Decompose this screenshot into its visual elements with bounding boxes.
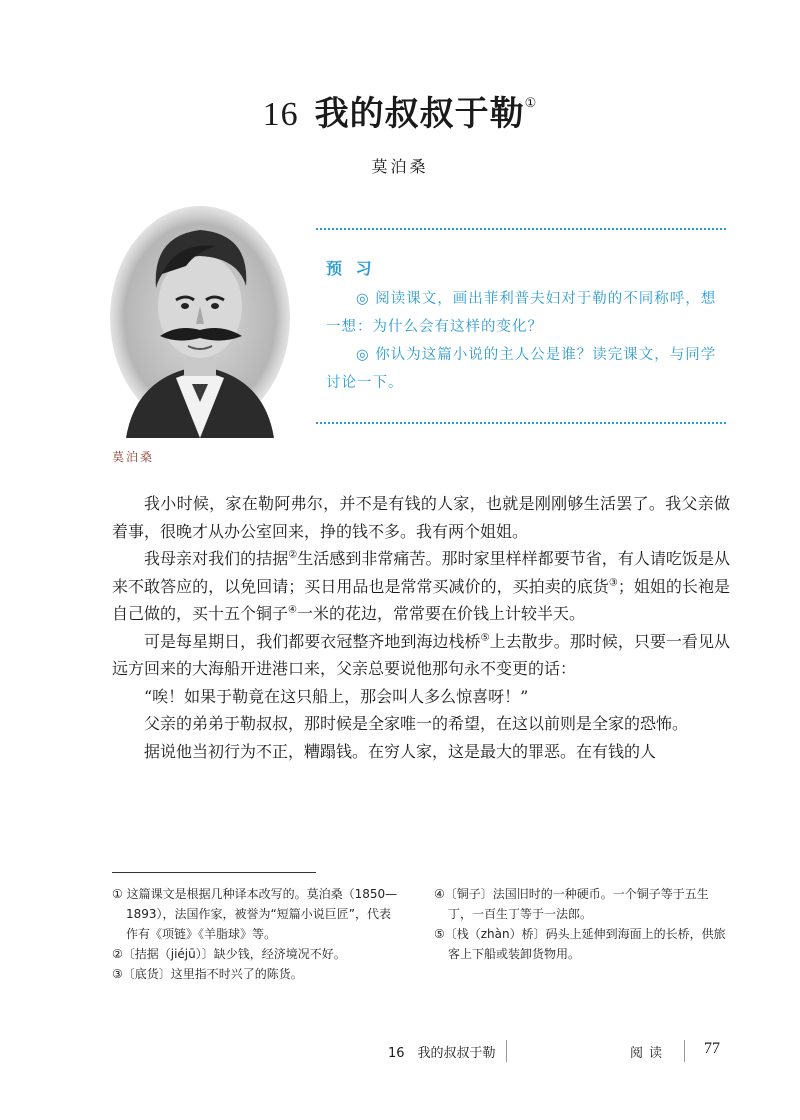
paragraph-1: 我小时候，家在勒阿弗尔，并不是有钱的人家，也就是刚刚够生活罢了。我父亲做着事，很晚才从办公室回来，挣的钱不多。我有两个姐姐。: [112, 494, 730, 541]
text-run: 生活感到非常痛苦。那时家里样样都要节省，有人请吃饭是从来不敢答应的，以免回请；买日用品也是常常买减价的，买拍卖的底货: [112, 549, 730, 596]
paragraph-3: [112, 628, 730, 683]
page-footer: [0, 1040, 800, 1064]
page-number: 77: [704, 1040, 720, 1057]
footnote-5: ⑤〔栈（zhàn）桥〕码头上延伸到海面上的长桥，供旅客上下船或装卸货物用。: [434, 927, 726, 961]
lesson-title: 我的叔叔于勒: [314, 94, 525, 134]
lesson-number: 16: [262, 96, 299, 133]
main-text: [112, 490, 730, 765]
footnote-ref-5: ⑤: [480, 632, 490, 644]
title-footnote-mark: ①: [524, 96, 538, 111]
footnote-1: ① 这篇课文是根据几种译本改写的。莫泊桑（1850—1893），法国作家，被誉为“短篇小说巨匠”，代表作有《项链》《羊脂球》等。: [112, 887, 398, 941]
paragraph-4: “唉！如果于勒竟在这只船上，那会叫人多么惊喜呀！”: [144, 686, 529, 706]
footer-divider: [506, 1040, 507, 1062]
footnotes-right: [434, 884, 730, 964]
footer-divider: [684, 1040, 685, 1062]
footnote-2: ②〔拮据（jiéjū）〕缺少钱，经济境况不好。: [112, 947, 346, 961]
footnote-ref-2: ②: [288, 549, 298, 561]
author-portrait: [106, 206, 294, 438]
footnote-divider: [112, 872, 316, 873]
preview-item-2: ◎ 你认为这篇小说的主人公是谁？读完课文，与同学讨论一下。: [326, 347, 717, 391]
footer-chapter: 16 我的叔叔于勒: [388, 1046, 496, 1061]
paragraph-6: 据说他当初行为不正，糟蹋钱。在穷人家，这是最大的罪恶。在有钱的人: [144, 741, 657, 761]
text-run: 可是每星期日，我们都要衣冠整齐地到海边栈桥: [144, 631, 481, 651]
preview-heading: 预 习: [326, 259, 376, 278]
page-title: [0, 86, 800, 135]
preview-item-1: ◎ 阅读课文，画出菲利普夫妇对于勒的不同称呼，想一想：为什么会有这样的变化？: [326, 291, 717, 335]
footnote-4: ④〔铜子〕法国旧时的一种硬币。一个铜子等于五生丁，一百生丁等于一法郎。: [434, 887, 709, 921]
portrait-caption: 莫泊桑: [112, 450, 155, 464]
footnotes-left: [112, 884, 402, 984]
text-run: 我母亲对我们的拮据: [144, 549, 289, 568]
preview-box: [316, 228, 726, 424]
text-run: 上去散步。那时候，只要一看见从远方回来的大海船开进港口来，父亲总要说他那句永不变更的话：: [112, 631, 730, 678]
text-run: ；姐姐的长袍是自己做的，买十五个铜子: [112, 576, 730, 623]
footnote-ref-3: ③: [608, 577, 618, 589]
preview-bottom-divider: [316, 422, 726, 424]
footer-section: 阅读: [630, 1046, 669, 1061]
footnote-ref-4: ④: [288, 604, 297, 616]
preview-top-divider: [316, 228, 726, 230]
footnote-3: ③〔底货〕这里指不时兴了的陈货。: [112, 967, 303, 981]
paragraph-2: [112, 545, 730, 628]
paragraph-5: 父亲的弟弟于勒叔叔，那时候是全家唯一的希望，在这以前则是全家的恐怖。: [144, 714, 689, 733]
text-run: 一米的花边，常常要在价钱上计较半天。: [296, 604, 585, 623]
author-name: 莫泊桑: [371, 157, 429, 176]
